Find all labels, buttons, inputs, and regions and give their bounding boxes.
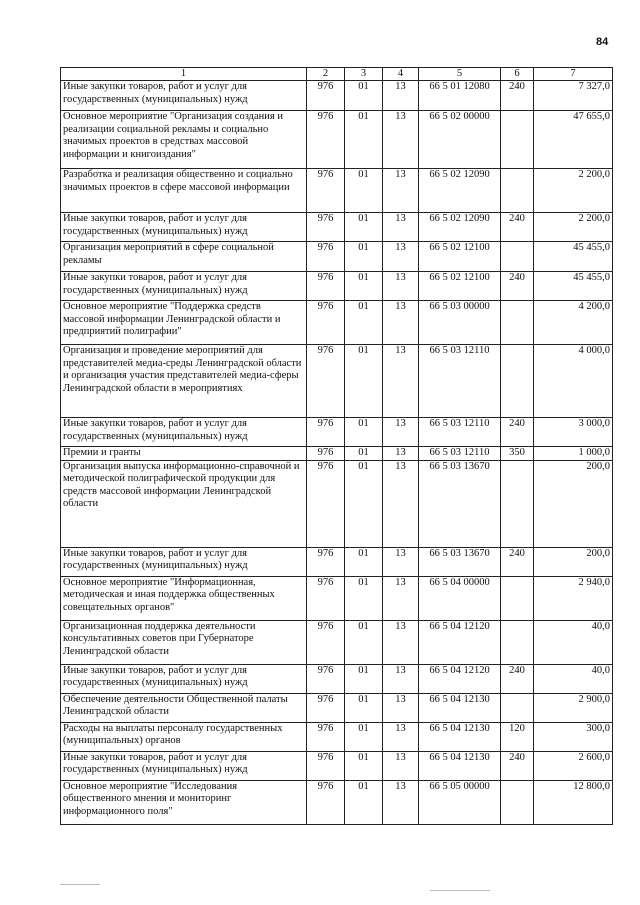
cell-name: Организация и проведение мероприятий для представителей медиа-среды Ленинградской области и организация участия представителей медиа-сферы Ленинградской области в мероприятиях	[61, 345, 307, 418]
header-cell: 2	[307, 68, 345, 81]
cell-gr: 976	[307, 576, 345, 620]
cell-vr: 240	[501, 418, 534, 447]
cell-name: Разработка и реализация общественно и социально значимых проектов в сфере массовой информации	[61, 169, 307, 213]
cell-pr: 13	[383, 576, 419, 620]
cell-gr: 976	[307, 301, 345, 345]
cell-csr: 66 5 02 12100	[419, 242, 501, 272]
cell-pr: 13	[383, 242, 419, 272]
header-cell: 5	[419, 68, 501, 81]
cell-name: Иные закупки товаров, работ и услуг для государственных (муниципальных) нужд	[61, 664, 307, 693]
cell-pr: 13	[383, 345, 419, 418]
table-row	[61, 111, 613, 169]
cell-gr: 976	[307, 213, 345, 242]
cell-vr	[501, 460, 534, 547]
cell-csr: 66 5 03 13670	[419, 547, 501, 576]
cell-pr: 13	[383, 213, 419, 242]
cell-rz: 01	[345, 272, 383, 301]
cell-name: Основное мероприятие "Организация создания и реализации социальной рекламы и социально значимых проектов в средствах массовой информации и книгоиздания"	[61, 111, 307, 169]
cell-csr: 66 5 03 00000	[419, 301, 501, 345]
table-row	[61, 418, 613, 447]
cell-pr: 13	[383, 722, 419, 751]
cell-rz: 01	[345, 242, 383, 272]
cell-name: Расходы на выплаты персоналу государственных (муниципальных) органов	[61, 722, 307, 751]
cell-sum: 40,0	[534, 620, 613, 664]
cell-vr	[501, 169, 534, 213]
cell-vr	[501, 780, 534, 824]
header-cell: 6	[501, 68, 534, 81]
cell-gr: 976	[307, 345, 345, 418]
cell-pr: 13	[383, 81, 419, 111]
cell-sum: 4 200,0	[534, 301, 613, 345]
cell-vr: 240	[501, 664, 534, 693]
cell-gr: 976	[307, 693, 345, 722]
cell-name: Иные закупки товаров, работ и услуг для государственных (муниципальных) нужд	[61, 272, 307, 301]
cell-rz: 01	[345, 751, 383, 780]
cell-rz: 01	[345, 780, 383, 824]
cell-gr: 976	[307, 664, 345, 693]
cell-vr: 240	[501, 547, 534, 576]
cell-vr: 350	[501, 447, 534, 461]
cell-name: Организация выпуска информационно-справочной и методической полиграфической продукции для средств массовой информации Ленинградской области	[61, 460, 307, 547]
cell-sum: 2 600,0	[534, 751, 613, 780]
cell-gr: 976	[307, 447, 345, 461]
cell-sum: 3 000,0	[534, 418, 613, 447]
budget-table	[60, 67, 613, 825]
cell-gr: 976	[307, 272, 345, 301]
cell-pr: 13	[383, 111, 419, 169]
table-row	[61, 460, 613, 547]
cell-sum: 2 200,0	[534, 213, 613, 242]
cell-vr	[501, 576, 534, 620]
cell-gr: 976	[307, 81, 345, 111]
cell-sum: 47 655,0	[534, 111, 613, 169]
cell-sum: 300,0	[534, 722, 613, 751]
cell-csr: 66 5 01 12080	[419, 81, 501, 111]
cell-gr: 976	[307, 620, 345, 664]
cell-gr: 976	[307, 751, 345, 780]
cell-rz: 01	[345, 213, 383, 242]
cell-csr: 66 5 02 12090	[419, 213, 501, 242]
cell-name: Обеспечение деятельности Общественной палаты Ленинградской области	[61, 693, 307, 722]
table-row	[61, 169, 613, 213]
cell-gr: 976	[307, 547, 345, 576]
cell-sum: 2 940,0	[534, 576, 613, 620]
cell-csr: 66 5 02 12090	[419, 169, 501, 213]
cell-pr: 13	[383, 547, 419, 576]
cell-sum: 45 455,0	[534, 242, 613, 272]
cell-name: Основное мероприятие "Информационная, методическая и иная поддержка общественных совещательных органов"	[61, 576, 307, 620]
cell-vr	[501, 111, 534, 169]
cell-vr	[501, 242, 534, 272]
cell-pr: 13	[383, 272, 419, 301]
cell-vr: 120	[501, 722, 534, 751]
table-row	[61, 242, 613, 272]
cell-sum: 200,0	[534, 547, 613, 576]
cell-rz: 01	[345, 345, 383, 418]
cell-vr	[501, 620, 534, 664]
cell-csr: 66 5 04 12130	[419, 751, 501, 780]
budget-table-body	[61, 68, 613, 825]
cell-rz: 01	[345, 664, 383, 693]
header-cell: 1	[61, 68, 307, 81]
table-row	[61, 693, 613, 722]
page-number: 84	[596, 36, 609, 48]
cell-rz: 01	[345, 81, 383, 111]
table-row	[61, 81, 613, 111]
cell-gr: 976	[307, 722, 345, 751]
scan-artifact	[430, 890, 490, 891]
cell-csr: 66 5 04 12120	[419, 664, 501, 693]
cell-gr: 976	[307, 460, 345, 547]
cell-rz: 01	[345, 620, 383, 664]
cell-rz: 01	[345, 301, 383, 345]
cell-sum: 2 900,0	[534, 693, 613, 722]
cell-rz: 01	[345, 547, 383, 576]
table-row	[61, 213, 613, 242]
cell-vr: 240	[501, 751, 534, 780]
cell-rz: 01	[345, 169, 383, 213]
cell-sum: 12 800,0	[534, 780, 613, 824]
cell-gr: 976	[307, 418, 345, 447]
cell-pr: 13	[383, 447, 419, 461]
cell-name: Организация мероприятий в сфере социальной рекламы	[61, 242, 307, 272]
cell-pr: 13	[383, 620, 419, 664]
table-row	[61, 547, 613, 576]
cell-gr: 976	[307, 111, 345, 169]
cell-vr	[501, 345, 534, 418]
cell-pr: 13	[383, 418, 419, 447]
cell-name: Иные закупки товаров, работ и услуг для государственных (муниципальных) нужд	[61, 547, 307, 576]
cell-csr: 66 5 03 12110	[419, 418, 501, 447]
cell-rz: 01	[345, 576, 383, 620]
cell-csr: 66 5 04 12130	[419, 722, 501, 751]
cell-csr: 66 5 04 12130	[419, 693, 501, 722]
cell-rz: 01	[345, 722, 383, 751]
cell-name: Основное мероприятие "Исследования общественного мнения и мониторинг информационного поля"	[61, 780, 307, 824]
table-row	[61, 620, 613, 664]
cell-pr: 13	[383, 169, 419, 213]
scan-artifact	[60, 884, 100, 885]
cell-csr: 66 5 04 12120	[419, 620, 501, 664]
cell-pr: 13	[383, 301, 419, 345]
table-row	[61, 345, 613, 418]
cell-pr: 13	[383, 751, 419, 780]
table-row	[61, 751, 613, 780]
cell-csr: 66 5 03 12110	[419, 447, 501, 461]
cell-sum: 4 000,0	[534, 345, 613, 418]
cell-name: Иные закупки товаров, работ и услуг для государственных (муниципальных) нужд	[61, 418, 307, 447]
header-cell: 4	[383, 68, 419, 81]
cell-sum: 2 200,0	[534, 169, 613, 213]
cell-vr: 240	[501, 81, 534, 111]
cell-gr: 976	[307, 780, 345, 824]
cell-sum: 45 455,0	[534, 272, 613, 301]
table-row	[61, 664, 613, 693]
cell-rz: 01	[345, 460, 383, 547]
table-row	[61, 272, 613, 301]
cell-vr: 240	[501, 272, 534, 301]
cell-sum: 1 000,0	[534, 447, 613, 461]
cell-vr	[501, 301, 534, 345]
cell-vr: 240	[501, 213, 534, 242]
cell-gr: 976	[307, 242, 345, 272]
cell-pr: 13	[383, 664, 419, 693]
cell-rz: 01	[345, 111, 383, 169]
cell-pr: 13	[383, 693, 419, 722]
cell-pr: 13	[383, 460, 419, 547]
cell-csr: 66 5 03 13670	[419, 460, 501, 547]
cell-csr: 66 5 03 12110	[419, 345, 501, 418]
cell-name: Иные закупки товаров, работ и услуг для государственных (муниципальных) нужд	[61, 81, 307, 111]
cell-gr: 976	[307, 169, 345, 213]
header-cell: 7	[534, 68, 613, 81]
cell-rz: 01	[345, 693, 383, 722]
cell-csr: 66 5 04 00000	[419, 576, 501, 620]
cell-name: Основное мероприятие "Поддержка средств массовой информации Ленинградской области и предприятий полиграфии"	[61, 301, 307, 345]
cell-csr: 66 5 05 00000	[419, 780, 501, 824]
cell-name: Иные закупки товаров, работ и услуг для государственных (муниципальных) нужд	[61, 751, 307, 780]
table-row	[61, 576, 613, 620]
cell-pr: 13	[383, 780, 419, 824]
table-row	[61, 301, 613, 345]
cell-sum: 200,0	[534, 460, 613, 547]
cell-sum: 7 327,0	[534, 81, 613, 111]
cell-vr	[501, 693, 534, 722]
table-row	[61, 780, 613, 824]
cell-csr: 66 5 02 12100	[419, 272, 501, 301]
cell-rz: 01	[345, 447, 383, 461]
cell-name: Премии и гранты	[61, 447, 307, 461]
cell-sum: 40,0	[534, 664, 613, 693]
table-row	[61, 722, 613, 751]
cell-csr: 66 5 02 00000	[419, 111, 501, 169]
cell-rz: 01	[345, 418, 383, 447]
cell-name: Иные закупки товаров, работ и услуг для государственных (муниципальных) нужд	[61, 213, 307, 242]
cell-name: Организационная поддержка деятельности консультативных советов при Губернаторе Ленинградской области	[61, 620, 307, 664]
table-row	[61, 447, 613, 461]
header-cell: 3	[345, 68, 383, 81]
header-row	[61, 68, 613, 81]
